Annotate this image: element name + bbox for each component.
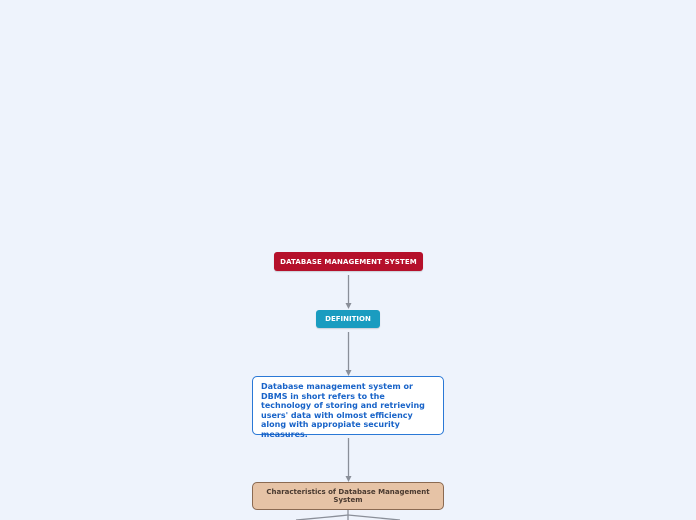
topic-dbms-description[interactable]: [252, 376, 444, 439]
topic-label: Characteristics of Database Management System: [266, 487, 430, 504]
topic-text: Database management system or DBMS in short refers to the technology of storing and retrieving users' data with olmost efficiency along with appropiate security measures.: [261, 382, 425, 439]
topic-label: DEFINITION: [325, 315, 371, 323]
connector-characteristics-branches: [296, 510, 400, 520]
topic-definition[interactable]: [316, 310, 380, 328]
topic-label: DATABASE MANAGEMENT SYSTEM: [280, 257, 417, 266]
topic-database-management-system[interactable]: [274, 252, 423, 271]
topic-characteristics[interactable]: [252, 482, 444, 510]
